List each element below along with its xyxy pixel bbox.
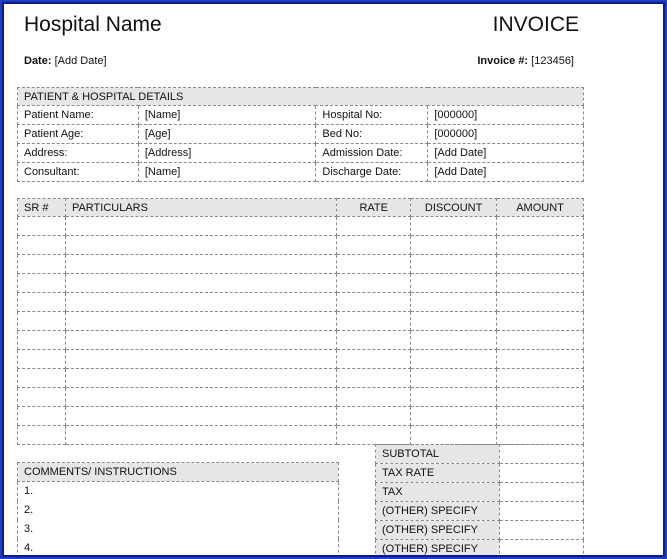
item-cell — [337, 217, 411, 236]
item-row — [18, 236, 584, 255]
detail-value: [000000] — [428, 125, 584, 144]
details-row — [18, 144, 584, 163]
comment-number: 1. — [18, 482, 339, 501]
totals-table — [375, 444, 584, 557]
item-row — [18, 369, 584, 388]
item-cell — [411, 255, 497, 274]
totals-row — [376, 483, 584, 502]
detail-value: [000000] — [428, 106, 584, 125]
item-row — [18, 407, 584, 426]
item-cell — [65, 426, 336, 445]
other-specify-value — [500, 502, 584, 521]
column-sr: SR # — [18, 199, 66, 217]
detail-label: Address: — [18, 144, 139, 163]
detail-value: [Name] — [138, 106, 316, 125]
item-cell — [337, 274, 411, 293]
column-amount: AMOUNT — [497, 199, 584, 217]
details-row — [18, 125, 584, 144]
item-cell — [411, 217, 497, 236]
item-cell — [65, 274, 336, 293]
detail-label: Patient Name: — [18, 106, 139, 125]
item-cell — [18, 331, 66, 350]
item-cell — [497, 331, 584, 350]
item-cell — [497, 350, 584, 369]
item-cell — [65, 369, 336, 388]
detail-value: [Address] — [138, 144, 316, 163]
item-cell — [337, 388, 411, 407]
column-rate: RATE — [337, 199, 411, 217]
item-cell — [18, 236, 66, 255]
item-cell — [337, 350, 411, 369]
items-header-row — [18, 199, 584, 217]
item-cell — [65, 217, 336, 236]
invoice-title: INVOICE — [492, 13, 579, 36]
invoice-number-value: [123456] — [531, 55, 574, 67]
patient-hospital-details-table — [17, 87, 584, 182]
item-row — [18, 274, 584, 293]
item-row — [18, 312, 584, 331]
totals-row — [376, 464, 584, 483]
item-cell — [497, 426, 584, 445]
item-cell — [18, 293, 66, 312]
item-cell — [337, 331, 411, 350]
detail-label: Patient Age: — [18, 125, 139, 144]
item-cell — [18, 312, 66, 331]
totals-row — [376, 445, 584, 464]
detail-value: [Add Date] — [428, 163, 584, 182]
details-row — [18, 163, 584, 182]
item-row — [18, 217, 584, 236]
comment-line — [18, 520, 339, 539]
comments-table — [17, 462, 339, 557]
item-cell — [18, 255, 66, 274]
comment-line — [18, 539, 339, 558]
comments-heading: COMMENTS/ INSTRUCTIONS — [18, 463, 339, 482]
date-label: Date: — [24, 55, 52, 67]
detail-label: Hospital No: — [316, 106, 428, 125]
item-cell — [65, 293, 336, 312]
item-cell — [18, 388, 66, 407]
item-cell — [18, 274, 66, 293]
item-cell — [337, 407, 411, 426]
column-discount: DISCOUNT — [411, 199, 497, 217]
item-cell — [337, 236, 411, 255]
item-cell — [497, 293, 584, 312]
other-specify-value — [500, 540, 584, 558]
detail-label: Admission Date: — [316, 144, 428, 163]
item-cell — [65, 255, 336, 274]
item-cell — [337, 369, 411, 388]
comment-number: 3. — [18, 520, 339, 539]
item-cell — [337, 255, 411, 274]
invoice-number-line — [477, 55, 574, 67]
details-row — [18, 106, 584, 125]
subtotal-label: SUBTOTAL — [376, 445, 500, 464]
item-cell — [411, 407, 497, 426]
item-cell — [337, 312, 411, 331]
item-cell — [337, 293, 411, 312]
item-cell — [65, 331, 336, 350]
document-frame — [2, 2, 665, 557]
item-cell — [497, 217, 584, 236]
detail-value: [Age] — [138, 125, 316, 144]
totals-row — [376, 521, 584, 540]
item-cell — [497, 236, 584, 255]
comment-number: 4. — [18, 539, 339, 558]
item-row — [18, 388, 584, 407]
invoice-number-label: Invoice #: — [477, 55, 529, 67]
item-row — [18, 426, 584, 445]
comment-line — [18, 501, 339, 520]
item-row — [18, 293, 584, 312]
item-cell — [497, 255, 584, 274]
invoice-page — [14, 4, 659, 557]
line-items-table — [17, 198, 584, 445]
item-cell — [411, 350, 497, 369]
totals-row — [376, 502, 584, 521]
item-row — [18, 255, 584, 274]
item-cell — [65, 388, 336, 407]
item-cell — [65, 312, 336, 331]
item-cell — [18, 350, 66, 369]
item-cell — [18, 407, 66, 426]
item-cell — [497, 388, 584, 407]
detail-label: Discharge Date: — [316, 163, 428, 182]
other-specify-label: (OTHER) SPECIFY — [376, 540, 500, 558]
tax-value — [500, 483, 584, 502]
item-cell — [497, 407, 584, 426]
detail-label: Bed No: — [316, 125, 428, 144]
item-cell — [411, 274, 497, 293]
other-specify-label: (OTHER) SPECIFY — [376, 521, 500, 540]
comment-line — [18, 482, 339, 501]
detail-value: [Add Date] — [428, 144, 584, 163]
detail-value: [Name] — [138, 163, 316, 182]
tax-rate-label: TAX RATE — [376, 464, 500, 483]
comment-number: 2. — [18, 501, 339, 520]
tax-rate-value — [500, 464, 584, 483]
item-cell — [18, 426, 66, 445]
item-cell — [411, 388, 497, 407]
date-line — [24, 55, 107, 67]
item-cell — [411, 331, 497, 350]
item-cell — [411, 426, 497, 445]
item-cell — [497, 312, 584, 331]
item-cell — [411, 369, 497, 388]
hospital-name: Hospital Name — [24, 13, 162, 36]
totals-row — [376, 540, 584, 558]
date-value: [Add Date] — [54, 55, 107, 67]
item-cell — [411, 236, 497, 255]
item-cell — [411, 293, 497, 312]
item-cell — [18, 369, 66, 388]
item-cell — [411, 312, 497, 331]
details-heading: PATIENT & HOSPITAL DETAILS — [18, 88, 584, 106]
item-cell — [497, 274, 584, 293]
item-cell — [337, 426, 411, 445]
item-cell — [497, 369, 584, 388]
item-cell — [65, 236, 336, 255]
detail-label: Consultant: — [18, 163, 139, 182]
item-row — [18, 350, 584, 369]
other-specify-label: (OTHER) SPECIFY — [376, 502, 500, 521]
other-specify-value — [500, 521, 584, 540]
tax-label: TAX — [376, 483, 500, 502]
item-cell — [18, 217, 66, 236]
item-cell — [65, 350, 336, 369]
column-particulars: PARTICULARS — [65, 199, 336, 217]
subtotal-value — [500, 445, 584, 464]
item-row — [18, 331, 584, 350]
item-cell — [65, 407, 336, 426]
